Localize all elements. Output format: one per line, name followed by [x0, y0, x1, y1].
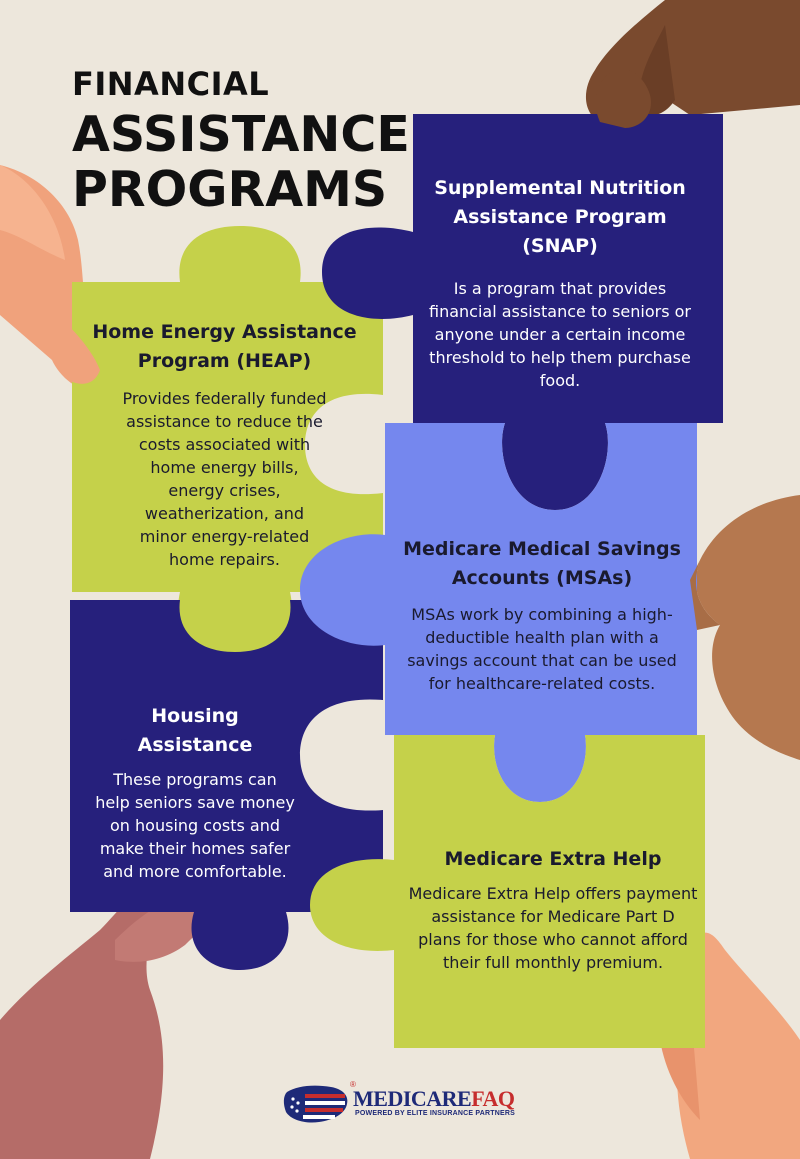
snap-body: Is a program that provides financial assistance to seniors or anyone under a certain income threshold to help them purchase food.	[428, 279, 691, 390]
logo-brand-faq: FAQ	[471, 1086, 515, 1111]
heap-title: Home Energy Assistance Program (HEAP)	[92, 321, 357, 372]
title-line-3: PROGRAMS	[72, 161, 388, 218]
msa-card	[394, 535, 690, 695]
title-line-2: ASSISTANCE	[72, 106, 410, 163]
title-line-1: FINANCIAL	[72, 65, 270, 103]
page-title	[72, 65, 410, 218]
housing-body: These programs can help seniors save money on housing costs and make their homes safer and more comfortable.	[95, 770, 295, 881]
logo-tagline: POWERED BY ELITE INSURANCE PARTNERS	[355, 1110, 515, 1117]
housing-card	[95, 702, 295, 883]
extra-help-title: Medicare Extra Help	[444, 848, 662, 870]
snap-title: Supplemental Nutrition Assistance Program (SNAP)	[434, 177, 686, 257]
msa-body: MSAs work by combining a high-deductible health plan with a savings account that can be used for healthcare-related costs.	[407, 605, 677, 693]
logo-brand-medicare: MEDICARE	[353, 1086, 472, 1111]
heap-body: Provides federally funded assistance to reduce the costs associated with home energy bills, energy crises, weatherization, and minor energy-related home repairs.	[122, 389, 327, 569]
extra-help-body: Medicare Extra Help offers payment assistance for Medicare Part D plans for those who cannot afford their full monthly premium.	[408, 884, 698, 972]
snap-card	[425, 174, 695, 392]
msa-title: Medicare Medical Savings Accounts (MSAs)	[403, 538, 681, 589]
logo-brand	[353, 1086, 515, 1112]
housing-title: Housing Assistance	[137, 705, 253, 756]
registered-mark: ®	[350, 1080, 356, 1089]
medicarefaq-logo[interactable]	[283, 1080, 533, 1124]
heap-card	[82, 318, 367, 571]
hand-right-middle	[696, 495, 800, 760]
extra-help-card	[408, 845, 698, 974]
